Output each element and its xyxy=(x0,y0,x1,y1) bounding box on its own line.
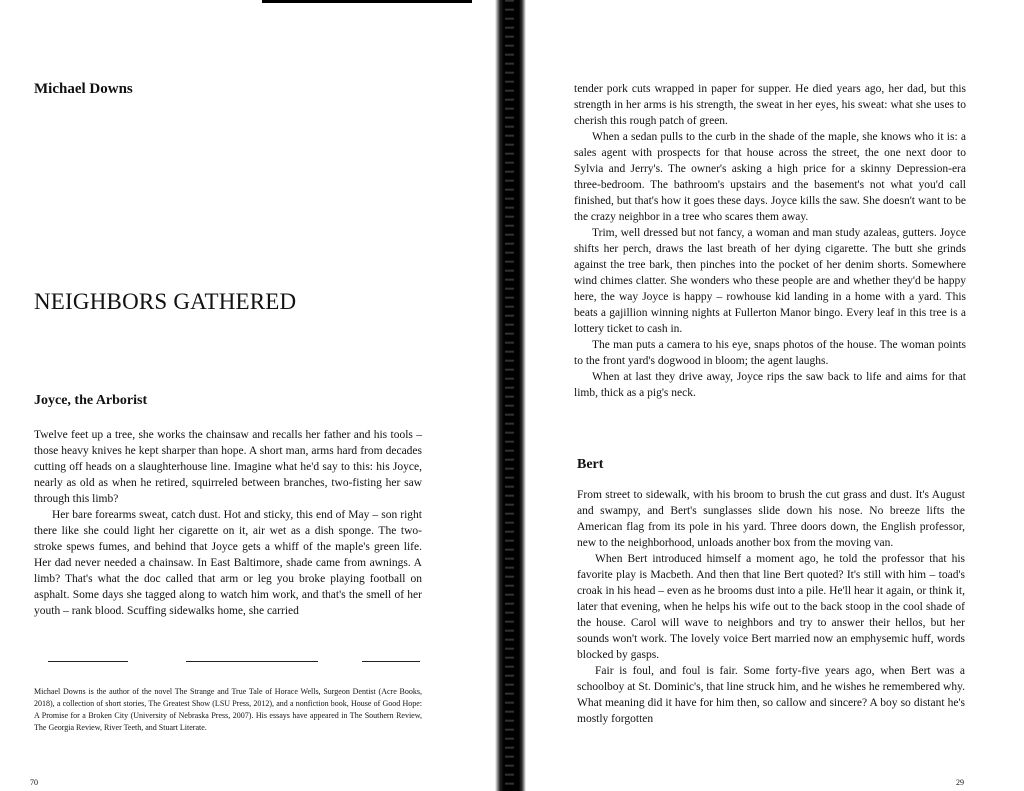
paragraph: Trim, well dressed but not fancy, a woman and man study azaleas, gutters. Joyce shifts her perch, draws the last breath of her dying cigarette. The butt she grinds against the tree bark, then pinches into the pocket of her denim shorts. Somewhere wind chimes clatter. She wonders who these people are and whether they'd be happy here, the way Joyce is happy – rowhouse kid landing in a home with a yard. This beats a gajillion winning nights at Fullerton Manor bingo. Every leaf in this tree is a lottery ticket to cash in. xyxy=(574,227,966,335)
paragraph: When a sedan pulls to the curb in the shade of the maple, she knows who it is: a sales agent with prospects for that house across the street, the one next door to Sylvia and Jerry's. The owner's asking a high price for a skinny Depression-era three-bedroom. The bathroom's upstairs and the basement's not what you'd call finished, but that's how it goes these days. Joyce kills the saw. She doesn't want to be the crazy neighbor in a tree who scares them away. xyxy=(574,131,966,223)
section-heading-bert: Bert xyxy=(577,457,604,472)
page-number: 29 xyxy=(956,778,964,787)
page-number: 70 xyxy=(30,778,38,787)
footnote-rule xyxy=(362,661,420,662)
paragraph: tender pork cuts wrapped in paper for supper. He died years ago, her dad, but this strength in her arms is his strength, the sweat in her eyes, his sweat: what she uses to cherish this rough patch of green. xyxy=(574,83,966,127)
paragraph: Twelve feet up a tree, she works the chainsaw and recalls her father and his tools – those heavy knives he kept sharper than hope. A short man, arms hard from decades cutting off heads on a slaughterhouse line. Imagine what he'd say to this: his Joyce, nearly as old as when he retired, squirreled between branches, two-fisting her saw through this limb? xyxy=(34,429,422,505)
right-page xyxy=(528,0,1024,791)
book-gutter xyxy=(505,0,514,791)
paragraph: From street to sidewalk, with his broom to brush the cut grass and dust. It's August and swampy, and Bert's sunglasses slide down his nose. No breeze lifts the American flag from its pole in his yard. Three doors down, the English professor, new to the neighborhood, unloads another box from the moving van. xyxy=(577,489,965,549)
author-footnote: Michael Downs is the author of the novel The Strange and True Tale of Horace Wells, Surgeon Dentist (Acre Books, 2018), a collection of short stories, The Greatest Show (LSU Press, 2012), and a nonfiction book, House of Good Hope: A Promise for a Broken City (University of Nebraska Press, 2007). His essays have appeared in The Southern Review, The Georgia Review, River Teeth, and Stuart Literate. xyxy=(34,687,422,732)
paragraph: Fair is foul, and foul is fair. Some forty-five years ago, when Bert was a schoolboy at St. Dominic's, that line struck him, and he wishes he remembered why. What meaning did it have for him then, so callow and sincere? A boy so distant he's mostly forgotten xyxy=(577,665,965,725)
left-body-text xyxy=(34,427,422,619)
author-name: Michael Downs xyxy=(34,81,133,97)
paragraph: When Bert introduced himself a moment ago, he told the professor that his favorite play is Macbeth. And then that line Bert quoted? It's still with him – toad's croak in his head – even as he brooms dust into a pile. He'll hear it again, or think it, later that evening, when he helps his wife out to the back stoop in the cool shade of the house. Carol will wave to neighbors and try to answer their hellos, but her sounds won't work. The lovely voice Bert married now an emphysemic huff, words blocked by gasps. xyxy=(577,553,965,661)
footnote-rule xyxy=(48,661,128,662)
paragraph: The man puts a camera to his eye, snaps photos of the house. The woman points to the front yard's dogwood in bloom; the agent laughs. xyxy=(574,339,966,367)
paragraph: Her bare forearms sweat, catch dust. Hot and sticky, this end of May – son right there like she could light her cigarette on it, air wet as a dish sponge. The two-stroke spews fumes, and behind that Joyce gets a whiff of the maple's green life. Her dad never needed a chainsaw. In East Baltimore, shade came from awnings. A limb? That's what the doc called that arm or leg you broke playing football on asphalt. Some days she tagged along to watch him work, and that's the smell of her youth – rank blood. Scuffing sidewalks home, she carried xyxy=(34,509,422,617)
section-heading-joyce: Joyce, the Arborist xyxy=(34,393,148,408)
left-page xyxy=(0,0,495,791)
right-body-text-bottom xyxy=(577,487,965,727)
right-body-text-top xyxy=(574,81,966,401)
story-title: NEIGHBORS GATHERED xyxy=(34,289,297,314)
footnote-rule xyxy=(186,661,318,662)
paragraph: When at last they drive away, Joyce rips the saw back to life and aims for that limb, thick as a pig's neck. xyxy=(574,371,966,399)
